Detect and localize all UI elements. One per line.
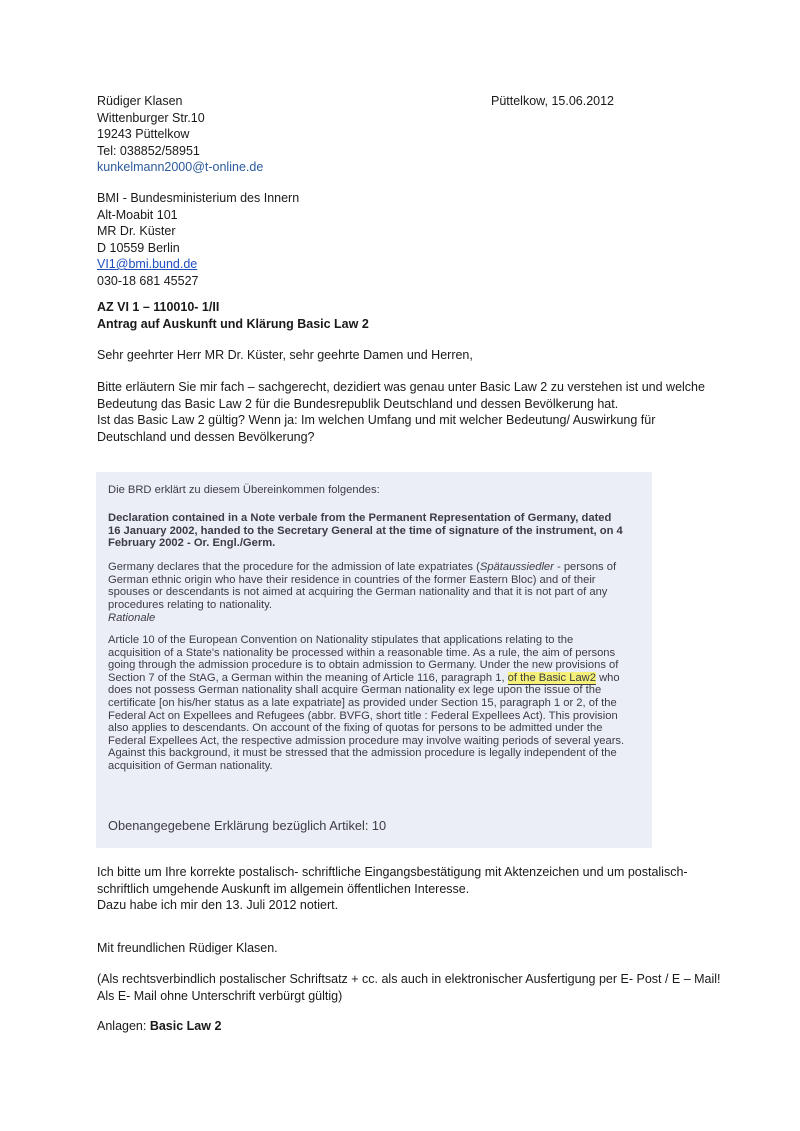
scan-text: going through the admission procedure is to obtain admission to Germany. Under the new provisions of bbox=[108, 659, 619, 672]
closing-line: schriftlich umgehende Auskunft im allgemein öffentlichen Interesse. bbox=[97, 881, 470, 896]
scan-line: procedures relating to nationality. bbox=[108, 598, 272, 611]
scan-line bbox=[108, 659, 638, 672]
subject-block bbox=[97, 299, 369, 332]
sender-phone: Tel: 038852/58951 bbox=[97, 143, 200, 158]
sender-city: 19243 Püttelkow bbox=[97, 127, 190, 141]
closing-paragraph bbox=[97, 864, 717, 914]
subject-reference: AZ VI 1 – 110010- 1/II bbox=[97, 300, 220, 314]
scan-line: does not possess German nationality shall acquire German nationality ex lege upon the issue of the bbox=[108, 684, 602, 697]
scan-line: acquisition of German nationality. bbox=[108, 759, 273, 772]
scan-germany-paragraph bbox=[108, 561, 638, 611]
note-line: Als E- Mail ohne Unterschrift verbürgt gültig) bbox=[97, 988, 343, 1003]
recipient-org: BMI - Bundesministerium des Innern bbox=[97, 191, 300, 205]
scan-text: who bbox=[595, 671, 620, 684]
sender-name: Rüdiger Klasen bbox=[97, 94, 183, 108]
scan-line: spouses or descendants is not aimed at acquiring the German nationality and that it is not part of any bbox=[108, 586, 608, 599]
salutation: Sehr geehrter Herr MR Dr. Küster, sehr geehrte Damen und Herren, bbox=[97, 348, 473, 362]
scan-line: Federal Act on Expellees and Refugees (abbr. BVFG, short title : Federal Expellees Act). This provision bbox=[108, 709, 618, 722]
scan-article-paragraph bbox=[108, 634, 638, 773]
scan-text: Section 7 of the StAG, a German within the meaning of Article 116, paragraph 1, bbox=[108, 671, 508, 684]
scan-line: German ethnic origin who have their residence in countries of the former Eastern Bloc) and of their bbox=[108, 573, 596, 586]
date-line: Püttelkow, 15.06.2012 bbox=[491, 94, 615, 108]
scan-line: acquisition of a State's nationality be processed within a reasonable time. As a rule, the aim of persons bbox=[108, 646, 616, 659]
recipient-email-link[interactable]: VI1@bmi.bund.de bbox=[97, 257, 198, 271]
highlighted-basic-law2: of the Basic Law2 bbox=[507, 671, 596, 684]
subject-title: Antrag auf Auskunft und Klärung Basic Law 2 bbox=[97, 316, 369, 331]
scan-text: - persons of bbox=[553, 561, 617, 573]
recipient-city: D 10559 Berlin bbox=[97, 240, 180, 255]
legal-note bbox=[97, 971, 737, 1004]
scan-line: Declaration contained in a Note verbale from the Permanent Representation of Germany, dated bbox=[108, 512, 612, 524]
scan-text: Germany declares that the procedure for the admission of late expatriates ( bbox=[108, 561, 480, 573]
attachments-line bbox=[97, 1018, 221, 1035]
scan-line: also applies to descendants. On account of the fixing of quotas for persons to be admitted under the bbox=[108, 722, 603, 735]
body-line: Bitte erläutern Sie mir fach – sachgerecht, dezidiert was genau unter Basic Law 2 zu verstehen ist und welche bbox=[97, 380, 705, 394]
scan-line: Article 10 of the European Convention on Nationality stipulates that applications relating to the bbox=[108, 634, 574, 646]
note-line: (Als rechtsverbindlich postalischer Schriftsatz + cc. als auch in elektronischer Ausfertigung per E- Post / E – Mail! bbox=[97, 972, 721, 986]
scan-line bbox=[108, 672, 638, 685]
sender-address-block bbox=[97, 93, 263, 176]
scan-italic-term: Spätaussiedler bbox=[479, 561, 554, 573]
recipient-address-block bbox=[97, 190, 299, 289]
attachments-label: Anlagen: bbox=[97, 1019, 150, 1033]
scanned-declaration-image bbox=[96, 472, 652, 848]
scan-rationale-title: Rationale bbox=[108, 612, 156, 624]
scan-line bbox=[108, 561, 638, 574]
body-line: Deutschland und dessen Bevölkerung? bbox=[97, 429, 315, 444]
scan-line: 16 January 2002, handed to the Secretary General at the time of signature of the instrument, on 4 bbox=[108, 524, 623, 537]
scan-declaration bbox=[108, 512, 638, 550]
body-line: Bedeutung das Basic Law 2 für die Bundesrepublik Deutschland und dessen Bevölkerung hat. bbox=[97, 396, 619, 411]
sender-street: Wittenburger Str.10 bbox=[97, 110, 205, 125]
body-paragraph bbox=[97, 379, 717, 445]
sender-email-link[interactable]: kunkelmann2000@t-online.de bbox=[97, 160, 264, 174]
scan-heading: Die BRD erklärt zu diesem Übereinkommen folgendes: bbox=[108, 484, 380, 496]
body-line: Ist das Basic Law 2 gültig? Wenn ja: Im welchen Umfang und mit welcher Bedeutung/ Auswirkung für bbox=[97, 413, 656, 427]
greeting: Mit freundlichen Rüdiger Klasen. bbox=[97, 941, 278, 955]
scan-line: certificate [on his/her status as a late expatriate] as provided under Section 15, paragraph 1 or 2, of the bbox=[108, 696, 617, 709]
recipient-street: Alt-Moabit 101 bbox=[97, 207, 178, 222]
scan-line: Against this background, it must be stressed that the admission procedure is legally independent of the bbox=[108, 747, 617, 760]
closing-line: Ich bitte um Ihre korrekte postalisch- schriftliche Eingangsbestätigung mit Aktenzeichen und um postalisch- bbox=[97, 865, 688, 879]
attachments-value: Basic Law 2 bbox=[149, 1019, 222, 1033]
scan-footer: Obenangegebene Erklärung bezüglich Artikel: 10 bbox=[108, 818, 387, 833]
scan-line: Federal Expellees Act, the respective admission procedure may involve waiting periods of several years. bbox=[108, 734, 625, 747]
scan-line: February 2002 - Or. Engl./Germ. bbox=[108, 537, 276, 550]
recipient-person: MR Dr. Küster bbox=[97, 224, 176, 238]
closing-line: Dazu habe ich mir den 13. Juli 2012 notiert. bbox=[97, 898, 339, 912]
recipient-phone: 030-18 681 45527 bbox=[97, 273, 199, 288]
